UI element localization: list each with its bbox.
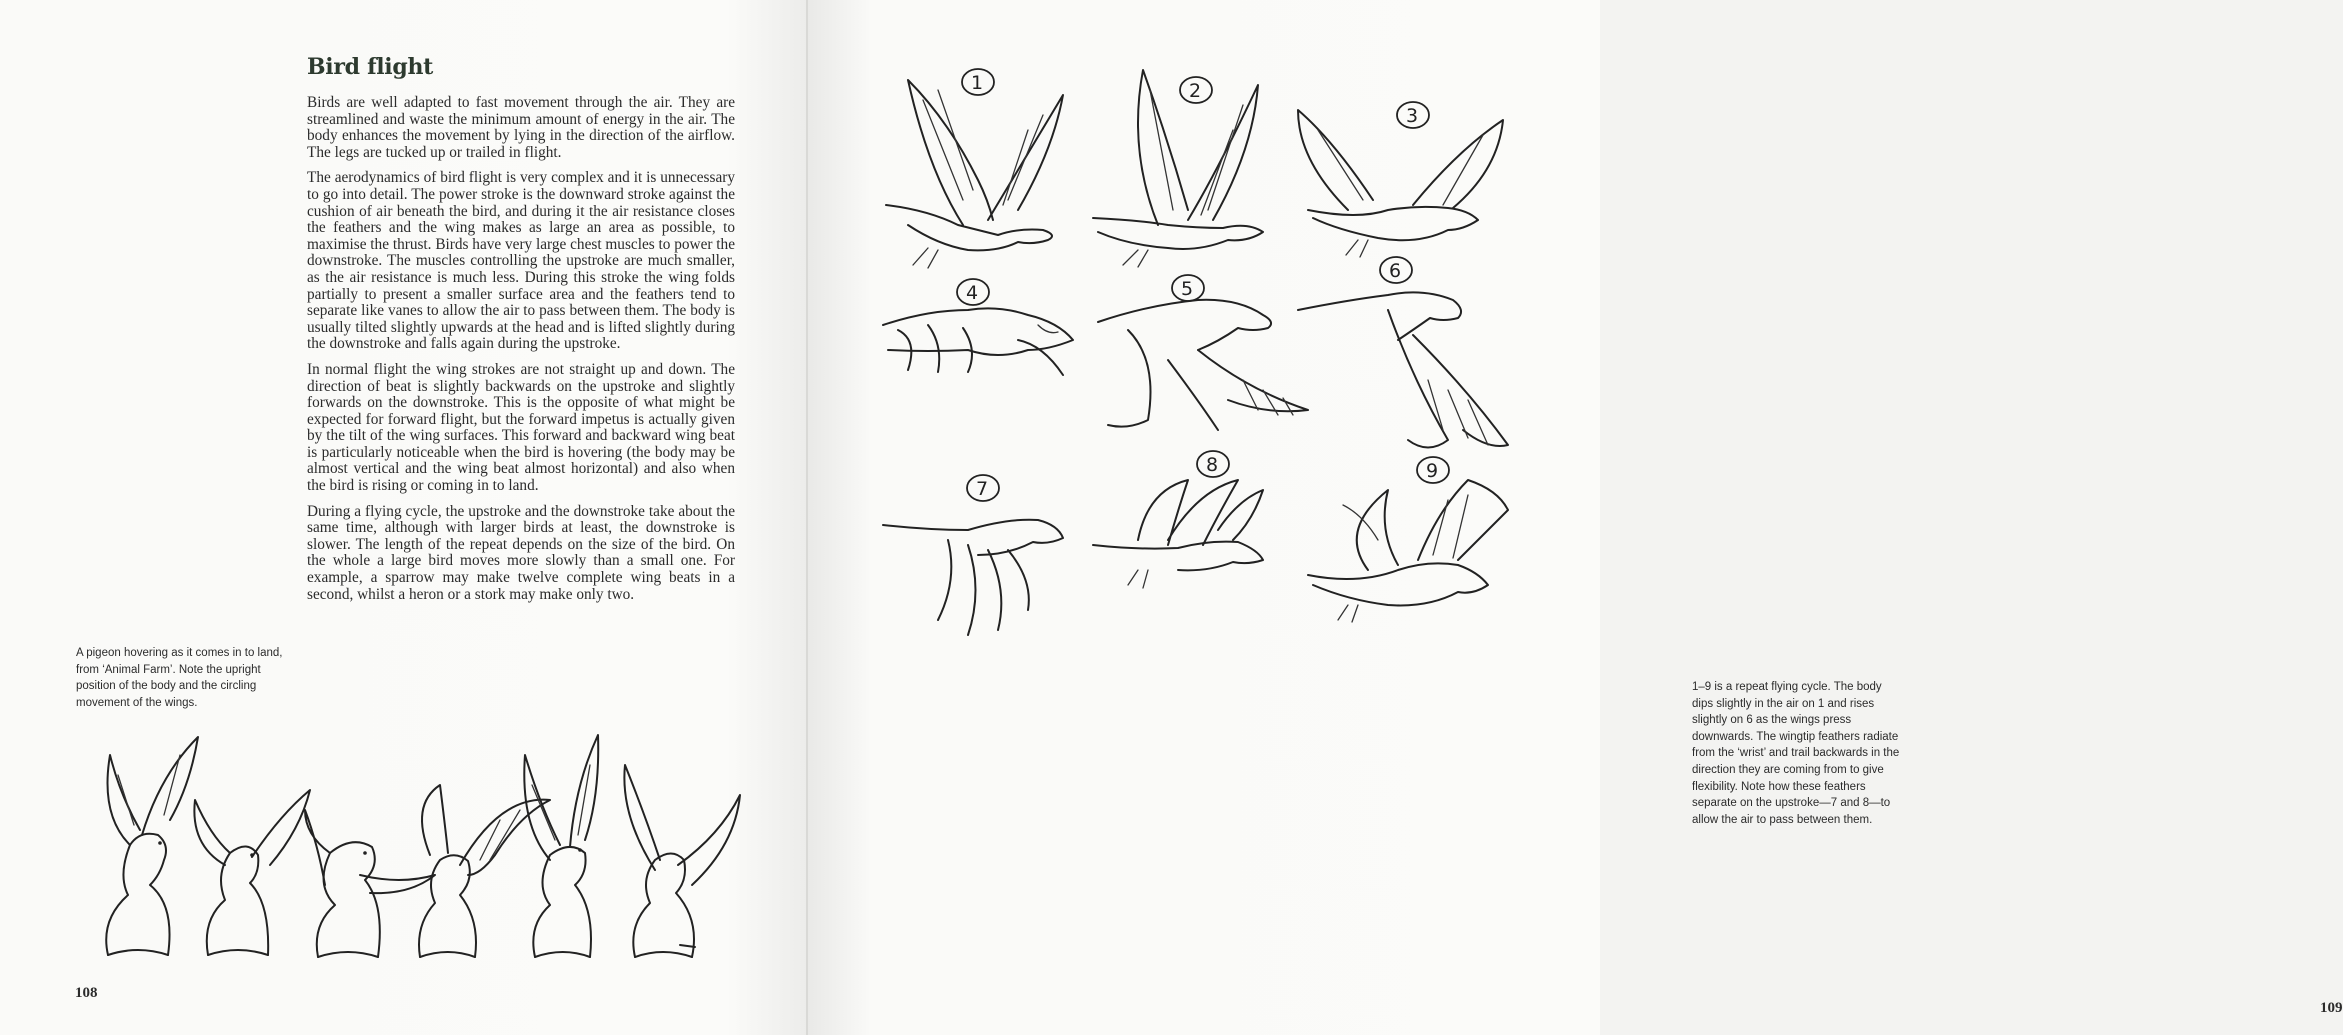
pigeon-drawing (524, 735, 598, 957)
pigeon-hovering-illustration (80, 735, 760, 960)
frame-number: 4 (966, 282, 979, 304)
frame-number: 9 (1426, 460, 1439, 482)
eagle-frame-5 (1098, 275, 1308, 430)
pigeon-drawing (194, 790, 310, 955)
eagle-frame-3 (1298, 102, 1503, 257)
eagle-flying-cycle-illustration (868, 60, 1548, 640)
eagle-frame-6 (1298, 257, 1508, 448)
eagle-frame-8 (1093, 451, 1263, 588)
frame-number: 7 (976, 478, 989, 500)
eagle-frame-7 (883, 475, 1063, 635)
page-number-right: 109 (2320, 1000, 2343, 1016)
eagle-frame-9 (1308, 457, 1508, 622)
frame-number: 6 (1389, 260, 1402, 282)
left-page (0, 0, 808, 1035)
paragraph: Birds are well adapted to fast movement through the air. They are streamlined and waste the minimum amount of energy in the air. The body enhances the movement by lying in the direction of the airflow. The legs are tucked up or trailed in flight. (307, 94, 735, 161)
frame-number: 3 (1406, 105, 1419, 127)
flying-cycle-caption: 1–9 is a repeat flying cycle. The body dips slightly in the air on 1 and rises slightly on 6 as the wings press downwards. The wingtip feathers radiate from the ‘wrist’ and trail backwards in the direction they are coming from to give flexibility. Note how these feathers separate on the upstroke—7 and 8—to allow the air to pass between them. (1692, 681, 1900, 826)
pigeon-drawing (419, 785, 550, 957)
body-text (307, 95, 735, 612)
paragraph: In normal flight the wing strokes are not straight up and down. The direction of beat is slightly backwards on the upstroke and slightly forwards on the downstroke. This is the opposite of what might be expected for forward flight, but the forward impetus is actually given by the tilt of the wing surfaces. This forward and backward wing beat is particularly noticeable when the bird is hovering (the body may be almost vertical and the wing beat almost horizontal) and also when the bird is rising or coming in to land. (307, 360, 735, 495)
eagle-frame-4 (883, 279, 1073, 375)
eagle-frame-1 (886, 69, 1063, 268)
pigeon-drawing (624, 765, 740, 957)
pigeon-drawing (106, 737, 198, 955)
frame-number: 2 (1189, 80, 1202, 102)
frame-number: 5 (1181, 278, 1194, 300)
frame-number: 8 (1206, 454, 1219, 476)
pigeon-caption: A pigeon hovering as it comes in to land, from ‘Animal Farm’. Note the upright position of the body and the circling movement of the wings. (76, 647, 283, 709)
page-number-left: 108 (75, 985, 98, 1001)
eagle-frame-2 (1093, 70, 1263, 267)
paragraph: During a flying cycle, the upstroke and the downstroke take about the same time, although with larger birds at least, the downstroke is slower. The length of the repeat depends on the size of the bird. On the whole a large bird moves more slowly than a small one. For example, a sparrow may make twelve complete wing beats in a second, whilst a heron or a stork may make only two. (307, 502, 735, 603)
page-title: Bird flight (307, 54, 434, 80)
pigeon-drawing (305, 810, 435, 957)
paragraph: The aerodynamics of bird flight is very complex and it is unnecessary to go into detail. The power stroke is the downward stroke against the cushion of air beneath the bird, and during it the air resistance closes the feathers and the wing makes as large an area as possible, to maximise the thrust. Birds have very large chest muscles to power the downstroke. The muscles controlling the upstroke are much smaller, as the air resistance is much less. During this stroke the wing folds partially to present a smaller surface area and the feathers tend to separate like vanes to allow the air to pass between them. The body is usually tilted slightly upwards at the head and is lifted slightly during the downstroke and falls again during the upstroke. (307, 169, 735, 353)
right-page (808, 0, 2343, 1035)
frame-number: 1 (971, 72, 984, 94)
